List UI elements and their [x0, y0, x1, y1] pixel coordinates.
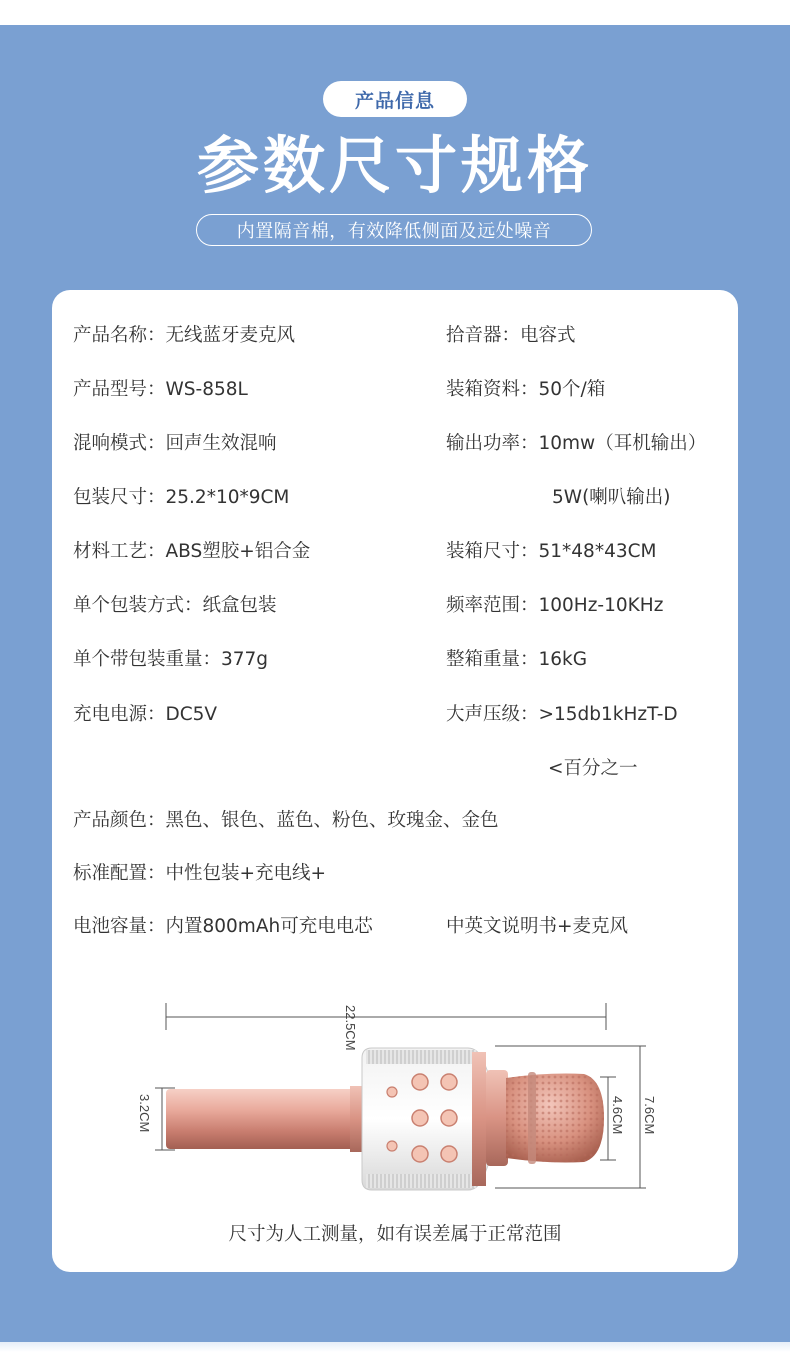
spec-packing-method: 单个包装方式：纸盒包装: [73, 595, 277, 616]
handle-diameter-label: 3.2CM: [137, 1094, 152, 1133]
spec-frequency: 频率范围：100Hz-10KHz: [446, 595, 664, 616]
spec-unit-weight: 单个带包装重量：377g: [73, 649, 269, 670]
spec-carton-qty: 装箱资料：50个/箱: [446, 379, 606, 400]
measurement-note: 尺寸为人工测量，如有误差属于正常范围: [228, 1224, 562, 1245]
page-title: 参数尺寸规格: [196, 129, 593, 202]
length-label: 22.5CM: [343, 1005, 358, 1051]
spec-pickup: 拾音器：电容式: [446, 325, 576, 346]
spec-spl: 大声压级：>15db1kHzT-D: [446, 704, 678, 725]
subtitle-pill: 内置隔音棉，有效降低侧面及远处噪音: [196, 214, 592, 246]
microphone-handle: [166, 1086, 364, 1152]
spec-carton-size: 装箱尺寸：51*48*43CM: [446, 541, 657, 562]
spec-manual: 中英文说明书+麦克风: [446, 916, 629, 937]
spec-power: 充电电源：DC5V: [73, 704, 218, 725]
spec-material: 材料工艺：ABS塑胶+铝合金: [73, 541, 311, 562]
spec-standard-config: 标准配置：中性包装+充电线+: [73, 863, 327, 884]
microphone-head: [486, 1070, 604, 1166]
section-badge: 产品信息: [323, 81, 467, 117]
spec-product-name: 产品名称：无线蓝牙麦克风: [73, 325, 296, 346]
total-height-label: 7.6CM: [642, 1096, 657, 1135]
spec-thd: <百分之一: [548, 758, 638, 779]
spec-package-size: 包装尺寸：25.2*10*9CM: [73, 487, 290, 508]
length-dimension: [166, 1003, 606, 1030]
spec-battery: 电池容量：内置800mAh可充电电芯: [73, 916, 373, 937]
spec-model: 产品型号：WS-858L: [73, 379, 248, 400]
spec-reverb-mode: 混响模式：回声生效混响: [73, 433, 277, 454]
spec-output-power: 输出功率：10mw（耳机输出）: [446, 433, 707, 454]
head-diameter-label: 4.6CM: [610, 1096, 625, 1135]
spec-carton-weight: 整箱重量：16kG: [446, 649, 588, 670]
spec-colors: 产品颜色：黑色、银色、蓝色、粉色、玫瑰金、金色: [73, 810, 499, 831]
spec-speaker-output: 5W(喇叭输出): [552, 487, 671, 508]
microphone-body: [362, 1048, 490, 1190]
